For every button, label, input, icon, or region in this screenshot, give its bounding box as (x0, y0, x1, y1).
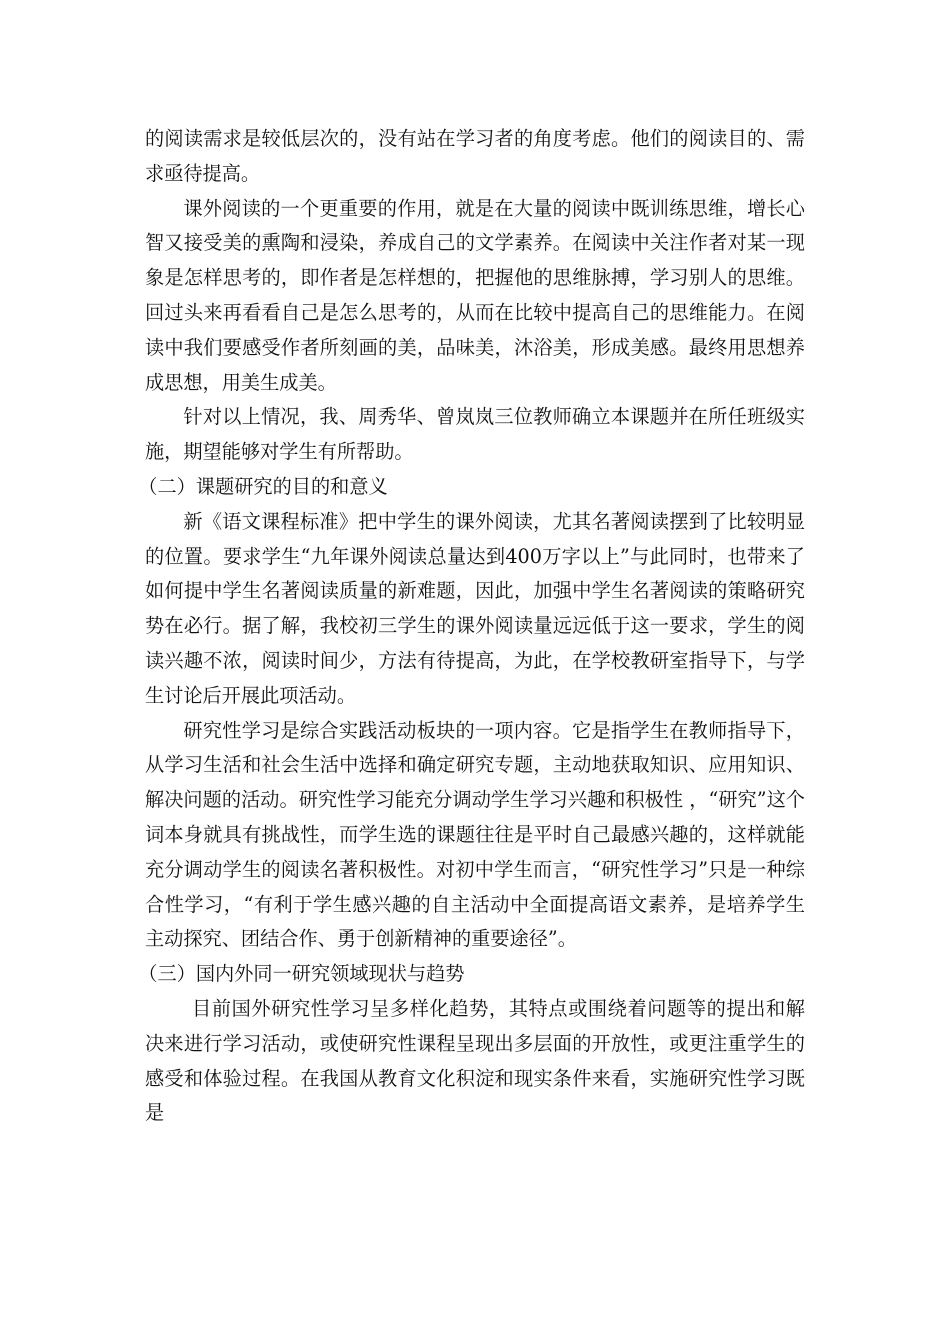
paragraph-continuation: 的阅读需求是较低层次的，没有站在学习者的角度考虑。他们的阅读目的、需求亟待提高。 (145, 127, 805, 185)
section-heading-purpose: （二）课题研究的目的和意义 (138, 474, 388, 498)
section-heading-status: （三）国内外同一研究领域现状与趋势 (138, 962, 465, 986)
paragraph-reading-role: 课外阅读的一个更重要的作用，就是在大量的阅读中既训练思维，增长心智又接受美的熏陶和浸染，养成自己的文学素养。在阅读中关注作者对某一现象是怎样思考的，即作者是怎样想的，把握他的思维脉搏，学习别人的思维。回过头来再看看自己是怎么思考的，从而在比较中提高自己的思维能力。在阅读中我们要感受作者所刻画的美，品味美，沐浴美，形成美感。最终用思想养成思想，用美生成美。 (145, 196, 805, 394)
paragraph-teachers: 针对以上情况，我、周秀华、曾岚岚三位教师确立本课题并在所任班级实施，期望能够对学生有所帮助。 (145, 405, 805, 464)
document-page (138, 122, 805, 1131)
paragraph-curriculum-standard: 新《语文课程标准》把中学生的课外阅读，尤其名著阅读摆到了比较明显的位置。要求学生“九年课外阅读总量达到400万字以上”与此同时，也带来了如何提中学生名著阅读质量的新难题，因此，加强中学生名著阅读的策略研究势在必行。据了解，我校初三学生的课外阅读量远远低于这一要求，学生的阅读兴趣不浓，阅读时间少，方法有待提高，为此，在学校教研室指导下，与学生讨论后开展此项活动。 (145, 509, 805, 707)
paragraph-international-trend: 目前国外研究性学习呈多样化趋势，其特点或围绕着问题等的提出和解决来进行学习活动，或使研究性课程呈现出多层面的开放性，或更注重学生的感受和体验过程。在我国从教育文化积淀和现实条件来看，实施研究性学习既是 (145, 996, 805, 1125)
paragraph-research-learning: 研究性学习是综合实践活动板块的一项内容。它是指学生在教师指导下，从学习生活和社会生活中选择和确定研究专题，主动地获取知识、应用知识、解决问题的活动。研究性学习能充分调动学生学习兴趣和积极性 ，“研究”这个词本身就具有挑战性，而学生选的课题往往是平时自己最感兴趣的，这样就能充分调动学生的阅读名著积极性。对初中学生而言，“研究性学习”只是一种综合性学习，“有利于学生感兴趣的自主活动中全面提高语文素养，是培养学生主动探究、团结合作、勇于创新精神的重要途径”。 (145, 718, 805, 951)
